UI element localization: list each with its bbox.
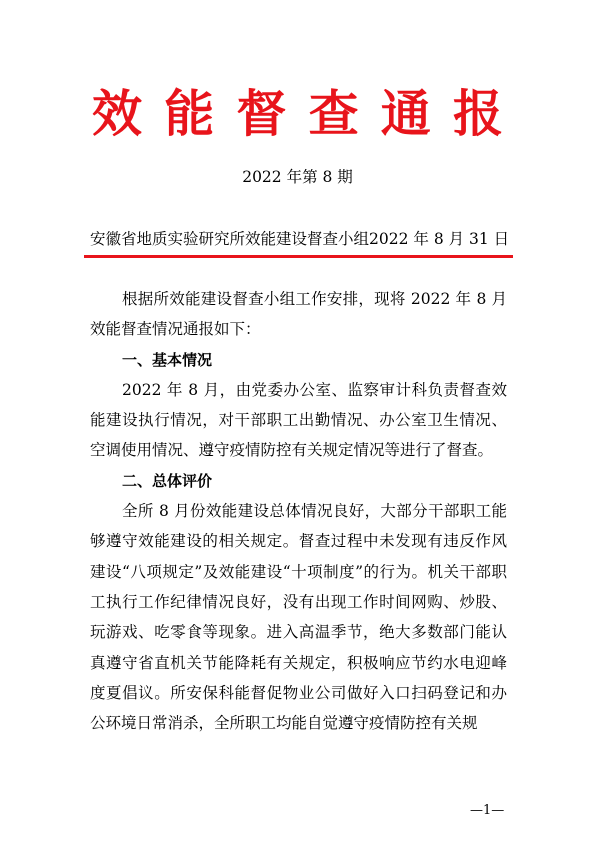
issuer-line: [90, 228, 510, 250]
masthead-char: 督: [236, 84, 287, 143]
document-body: [90, 284, 507, 738]
section-paragraph: 全所 8 月份效能建设总体情况良好，大部分干部职工能够遵守效能建设的相关规定。督查过程中未发现有违反作风建设“八项规定”及效能建设“十项制度”的行为。机关干部职工执行工作纪律情况良好，没有出现工作时间网购、炒股、玩游戏、吃零食等现象。进入高温季节，绝大多数部门能认真遵守省直机关节能降耗有关规定，积极响应节约水电迎峰度夏倡议。所安保科能督促物业公司做好入口扫码登记和办公环境日常消杀，全所职工均能自觉遵守疫情防控有关规: [90, 502, 507, 733]
red-divider: [84, 255, 513, 258]
issue-number: 2022 年第 8 期: [242, 168, 353, 186]
masthead-char: 报: [452, 84, 503, 143]
section-heading: 一、基本情况: [122, 350, 213, 369]
intro-paragraph: 根据所效能建设督查小组工作安排，现将 2022 年 8 月效能督查情况通报如下：: [90, 290, 507, 339]
masthead-char: 通: [380, 84, 431, 143]
masthead-title: [90, 82, 505, 146]
masthead-char: 能: [164, 84, 215, 143]
section-heading: 二、总体评价: [122, 471, 213, 490]
issue-date: 2022 年 8 月 31 日: [369, 230, 510, 248]
masthead-char: 查: [308, 84, 359, 143]
issuer-org: 安徽省地质实验研究所效能建设督查小组: [90, 230, 370, 248]
section-paragraph: 2022 年 8 月，由党委办公室、监察审计科负责督查效能建设执行情况，对干部职工出勤情况、办公室卫生情况、空调使用情况、遵守疫情防控有关规定情况等进行了督查。: [90, 380, 507, 460]
page-number: —1—: [470, 803, 505, 818]
masthead-char: 效: [92, 84, 142, 143]
